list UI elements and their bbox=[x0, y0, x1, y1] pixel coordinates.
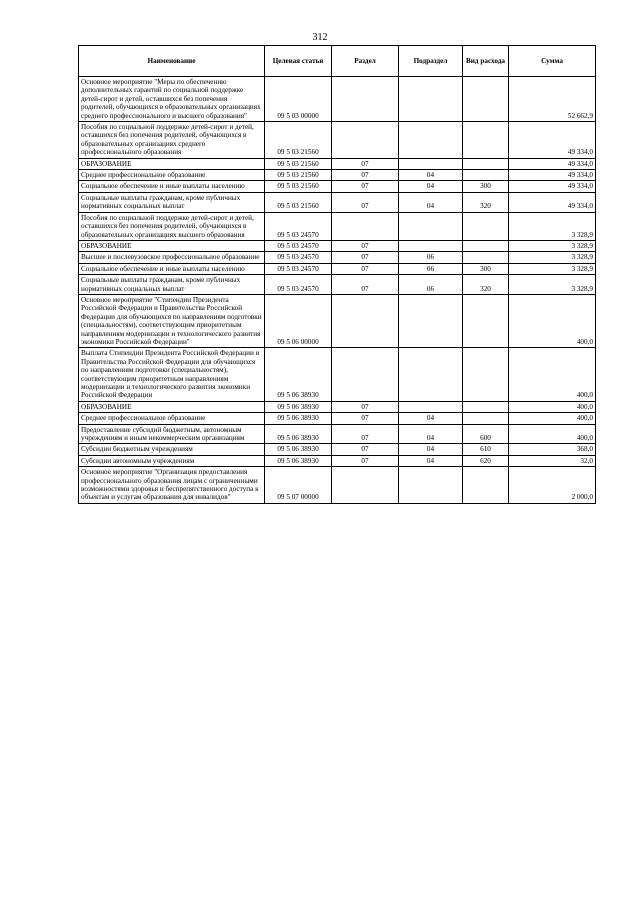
cell-subsection: 04 bbox=[399, 413, 463, 424]
cell-amount: 3 328,9 bbox=[509, 263, 596, 274]
cell-code: 09 5 06 38930 bbox=[265, 348, 332, 401]
cell-subsection: 04 bbox=[399, 455, 463, 466]
cell-code: 09 5 03 24570 bbox=[265, 240, 332, 251]
cell-amount: 400,0 bbox=[509, 413, 596, 424]
table-row bbox=[79, 170, 596, 181]
header-expense-type: Вид расхода bbox=[463, 46, 509, 77]
table-row bbox=[79, 192, 596, 212]
cell-amount: 49 334,0 bbox=[509, 122, 596, 159]
cell-amount: 3 328,9 bbox=[509, 252, 596, 263]
cell-name: Социальное обеспечение и иные выплаты населению bbox=[79, 181, 265, 192]
cell-code: 09 5 03 21560 bbox=[265, 192, 332, 212]
cell-expense-type bbox=[463, 348, 509, 401]
table-row bbox=[79, 467, 596, 504]
cell-expense-type: 300 bbox=[463, 181, 509, 192]
cell-code: 09 5 03 21560 bbox=[265, 170, 332, 181]
cell-amount: 49 334,0 bbox=[509, 170, 596, 181]
cell-subsection bbox=[399, 240, 463, 251]
cell-subsection bbox=[399, 122, 463, 159]
cell-amount: 49 334,0 bbox=[509, 158, 596, 169]
cell-section bbox=[332, 348, 399, 401]
cell-expense-type: 320 bbox=[463, 275, 509, 295]
table-row bbox=[79, 348, 596, 401]
cell-name: Высшее и послевузовское профессиональное образование bbox=[79, 252, 265, 263]
cell-code: 09 5 06 38930 bbox=[265, 401, 332, 412]
header-amount: Сумма bbox=[509, 46, 596, 77]
cell-section bbox=[332, 467, 399, 504]
cell-section bbox=[332, 122, 399, 159]
cell-subsection: 06 bbox=[399, 263, 463, 274]
budget-table bbox=[78, 45, 596, 504]
cell-section: 07 bbox=[332, 252, 399, 263]
cell-subsection: 04 bbox=[399, 192, 463, 212]
cell-code: 09 5 06 00000 bbox=[265, 294, 332, 347]
cell-section bbox=[332, 77, 399, 122]
cell-expense-type bbox=[463, 240, 509, 251]
cell-amount: 2 000,0 bbox=[509, 467, 596, 504]
cell-code: 09 5 07 00000 bbox=[265, 467, 332, 504]
table-row bbox=[79, 424, 596, 444]
header-target: Целевая статья bbox=[265, 46, 332, 77]
cell-subsection bbox=[399, 158, 463, 169]
cell-expense-type: 620 bbox=[463, 455, 509, 466]
cell-code: 09 5 03 00000 bbox=[265, 77, 332, 122]
cell-name: Социальное обеспечение и иные выплаты населению bbox=[79, 263, 265, 274]
cell-subsection bbox=[399, 467, 463, 504]
cell-code: 09 5 03 24570 bbox=[265, 212, 332, 240]
cell-expense-type: 320 bbox=[463, 192, 509, 212]
cell-expense-type bbox=[463, 122, 509, 159]
cell-code: 09 5 03 21560 bbox=[265, 122, 332, 159]
cell-code: 09 5 03 21560 bbox=[265, 181, 332, 192]
table-row bbox=[79, 212, 596, 240]
cell-name: Субсидии бюджетным учреждениям bbox=[79, 444, 265, 455]
table-row bbox=[79, 413, 596, 424]
table-row bbox=[79, 275, 596, 295]
cell-section: 07 bbox=[332, 413, 399, 424]
cell-section: 07 bbox=[332, 424, 399, 444]
cell-code: 09 5 06 38930 bbox=[265, 455, 332, 466]
table-header-row bbox=[79, 46, 596, 77]
table-row bbox=[79, 122, 596, 159]
cell-section: 07 bbox=[332, 192, 399, 212]
table-row bbox=[79, 158, 596, 169]
cell-amount: 368,0 bbox=[509, 444, 596, 455]
cell-amount: 400,0 bbox=[509, 348, 596, 401]
cell-name: Социальные выплаты гражданам, кроме публичных нормативных социальных выплат bbox=[79, 192, 265, 212]
table-row bbox=[79, 252, 596, 263]
cell-subsection: 06 bbox=[399, 252, 463, 263]
cell-amount: 400,0 bbox=[509, 294, 596, 347]
cell-amount: 49 334,0 bbox=[509, 192, 596, 212]
cell-code: 09 5 06 38930 bbox=[265, 444, 332, 455]
cell-subsection: 04 bbox=[399, 424, 463, 444]
cell-subsection bbox=[399, 348, 463, 401]
cell-subsection bbox=[399, 401, 463, 412]
cell-code: 09 5 06 38930 bbox=[265, 413, 332, 424]
cell-code: 09 5 06 38930 bbox=[265, 424, 332, 444]
cell-subsection bbox=[399, 77, 463, 122]
cell-amount: 3 328,9 bbox=[509, 240, 596, 251]
cell-amount: 400,0 bbox=[509, 401, 596, 412]
header-section: Раздел bbox=[332, 46, 399, 77]
cell-section: 07 bbox=[332, 275, 399, 295]
cell-expense-type bbox=[463, 294, 509, 347]
cell-section: 07 bbox=[332, 240, 399, 251]
cell-subsection bbox=[399, 294, 463, 347]
cell-name: Среднее профессиональное образование bbox=[79, 413, 265, 424]
cell-subsection: 04 bbox=[399, 444, 463, 455]
cell-section: 07 bbox=[332, 401, 399, 412]
cell-name: Субсидии автономным учреждениям bbox=[79, 455, 265, 466]
cell-expense-type bbox=[463, 413, 509, 424]
cell-expense-type bbox=[463, 158, 509, 169]
cell-name: Социальные выплаты гражданам, кроме публичных нормативных социальных выплат bbox=[79, 275, 265, 295]
cell-name: Основное мероприятие "Организация предоставления профессионального образования лицам с ограниченными возможностями здоровья и беспрепятственного доступа к объектам и услугам образования для инвалидов" bbox=[79, 467, 265, 504]
cell-subsection: 06 bbox=[399, 275, 463, 295]
cell-code: 09 5 03 24570 bbox=[265, 252, 332, 263]
cell-amount: 49 334,0 bbox=[509, 181, 596, 192]
cell-subsection: 04 bbox=[399, 181, 463, 192]
cell-section: 07 bbox=[332, 158, 399, 169]
cell-name: ОБРАЗОВАНИЕ bbox=[79, 401, 265, 412]
cell-code: 09 5 03 24570 bbox=[265, 263, 332, 274]
cell-amount: 32,0 bbox=[509, 455, 596, 466]
cell-section bbox=[332, 212, 399, 240]
table-row bbox=[79, 401, 596, 412]
cell-expense-type bbox=[463, 212, 509, 240]
cell-name: Выплата Стипендии Президента Российской Федерации и Правительства Российской Федерации для обучающихся по направлениям подготовки (специальностям), соответствующим приоритетным направлениям модернизации и технологического развития экономики Российской Федерации bbox=[79, 348, 265, 401]
header-subsection: Подраздел bbox=[399, 46, 463, 77]
table-row bbox=[79, 263, 596, 274]
cell-expense-type bbox=[463, 252, 509, 263]
cell-name: Основное мероприятие "Стипендии Президента Российской Федерации и Правительства Российской Федерации для обучающихся по направлениям подготовки (специальностям), соответствующим приоритетным направлениям модернизации и технологического развития экономики Российской Федерации" bbox=[79, 294, 265, 347]
cell-expense-type bbox=[463, 77, 509, 122]
cell-amount: 3 328,9 bbox=[509, 212, 596, 240]
cell-amount: 400,0 bbox=[509, 424, 596, 444]
table-row bbox=[79, 294, 596, 347]
cell-code: 09 5 03 21560 bbox=[265, 158, 332, 169]
cell-name: ОБРАЗОВАНИЕ bbox=[79, 158, 265, 169]
cell-name: ОБРАЗОВАНИЕ bbox=[79, 240, 265, 251]
page-number: 312 bbox=[312, 32, 328, 43]
cell-expense-type bbox=[463, 467, 509, 504]
header-name: Наименование bbox=[79, 46, 265, 77]
cell-name: Среднее профессиональное образование bbox=[79, 170, 265, 181]
cell-name: Предоставление субсидий бюджетным, автономным учреждениям и иным некоммерческим организациям bbox=[79, 424, 265, 444]
cell-section: 07 bbox=[332, 263, 399, 274]
cell-amount: 3 328,9 bbox=[509, 275, 596, 295]
cell-section: 07 bbox=[332, 455, 399, 466]
cell-section: 07 bbox=[332, 444, 399, 455]
cell-name: Пособия по социальной поддержке детей-сирот и детей, оставшихся без попечения родителей, обучающихся в образовательных организациях высшего образования bbox=[79, 212, 265, 240]
cell-expense-type: 600 bbox=[463, 424, 509, 444]
cell-amount: 52 662,9 bbox=[509, 77, 596, 122]
table-row bbox=[79, 240, 596, 251]
cell-name: Основное мероприятие "Меры по обеспечению дополнительных гарантий по социальной поддержке детей-сирот и детей, оставшихся без попечения родителей, обучающихся в образовательных организациях среднего профессионального и высшего образования" bbox=[79, 77, 265, 122]
cell-expense-type: 300 bbox=[463, 263, 509, 274]
table-row bbox=[79, 455, 596, 466]
cell-code: 09 5 03 24570 bbox=[265, 275, 332, 295]
table-row bbox=[79, 77, 596, 122]
cell-name: Пособия по социальной поддержке детей-сирот и детей, оставшихся без попечения родителей, обучающихся в образовательных организациях среднего профессионального образования bbox=[79, 122, 265, 159]
cell-subsection bbox=[399, 212, 463, 240]
cell-expense-type bbox=[463, 170, 509, 181]
table-row bbox=[79, 181, 596, 192]
cell-expense-type bbox=[463, 401, 509, 412]
cell-subsection: 04 bbox=[399, 170, 463, 181]
cell-section: 07 bbox=[332, 170, 399, 181]
cell-section bbox=[332, 294, 399, 347]
cell-expense-type: 610 bbox=[463, 444, 509, 455]
cell-section: 07 bbox=[332, 181, 399, 192]
table-row bbox=[79, 444, 596, 455]
